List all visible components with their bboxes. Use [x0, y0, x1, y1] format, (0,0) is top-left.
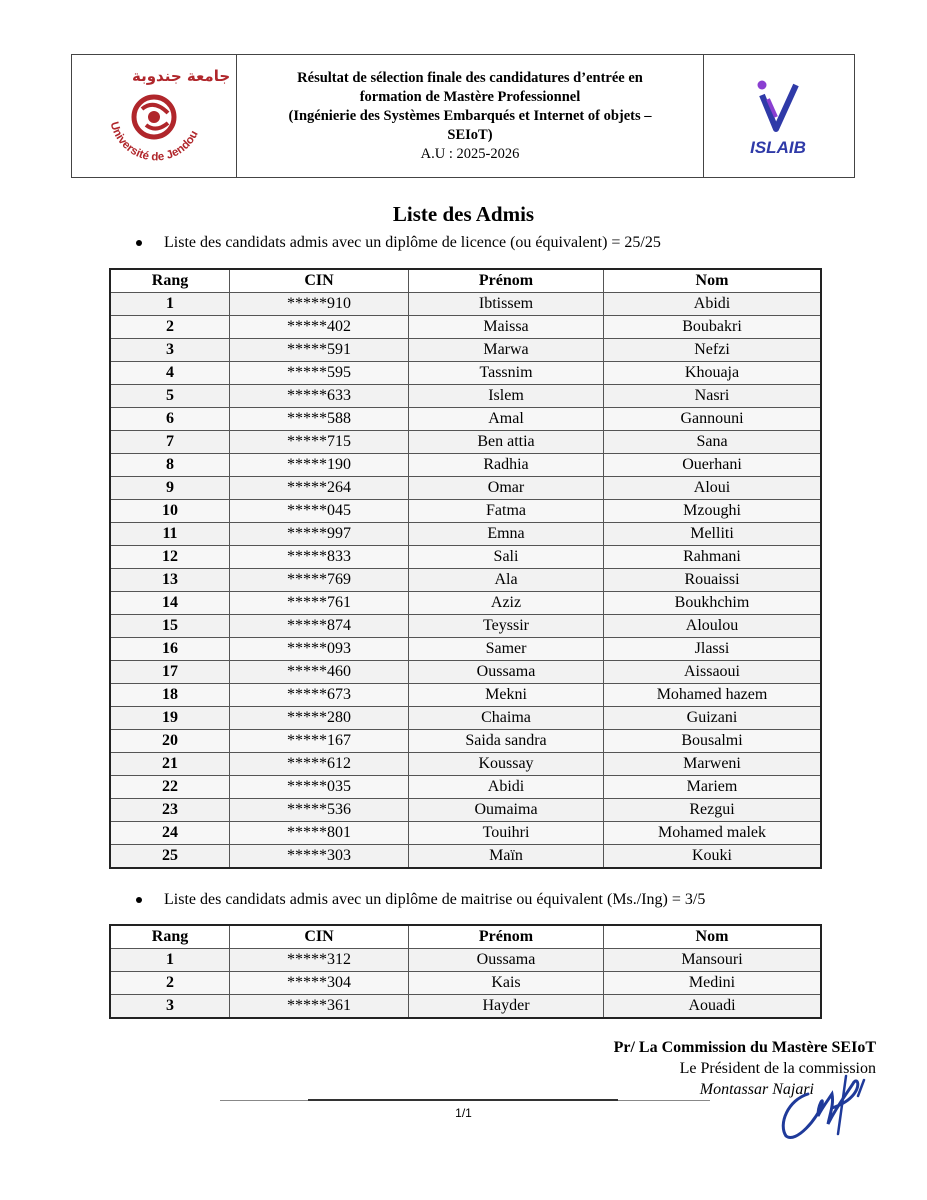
table-row: [110, 523, 821, 546]
cell-prenom: Mekni: [409, 684, 604, 707]
col-header-rang: Rang: [110, 925, 230, 949]
section1-bullet-text: Liste des candidats admis avec un diplôme de licence (ou équivalent) = 25/25: [164, 234, 661, 251]
cell-rang: 23: [110, 799, 230, 822]
page-number: 1/1: [455, 1106, 472, 1120]
cell-prenom: Maissa: [409, 316, 604, 339]
header-line-2: formation de Mastère Professionnel: [359, 88, 581, 105]
cell-rang: 2: [110, 972, 230, 995]
cell-prenom: Tassnim: [409, 362, 604, 385]
cell-prenom: Ibtissem: [409, 293, 604, 316]
cell-prenom: Ben attia: [409, 431, 604, 454]
cell-rang: 11: [110, 523, 230, 546]
cell-nom: Gannouni: [604, 408, 822, 431]
header-title-block: [237, 55, 704, 177]
cell-rang: 7: [110, 431, 230, 454]
cell-nom: Sana: [604, 431, 822, 454]
cell-prenom: Oumaima: [409, 799, 604, 822]
table-row: [110, 845, 821, 869]
cell-prenom: Islem: [409, 385, 604, 408]
header-line-3: (Ingénierie des Systèmes Embarqués et Internet of objets –: [288, 107, 652, 124]
cell-rang: 1: [110, 949, 230, 972]
cell-rang: 3: [110, 339, 230, 362]
cell-nom: Kouki: [604, 845, 822, 869]
cell-rang: 3: [110, 995, 230, 1019]
col-header-rang: Rang: [110, 269, 230, 293]
table-row: [110, 454, 821, 477]
cell-cin: *****190: [230, 454, 409, 477]
cell-cin: *****761: [230, 592, 409, 615]
document-header: [71, 54, 855, 178]
table-row: [110, 615, 821, 638]
cell-cin: *****536: [230, 799, 409, 822]
cell-cin: *****361: [230, 995, 409, 1019]
col-header-nom: Nom: [604, 269, 822, 293]
table-row: [110, 477, 821, 500]
cell-nom: Rouaissi: [604, 569, 822, 592]
signature-name: Montassar Najari: [699, 1081, 814, 1098]
col-header-nom: Nom: [604, 925, 822, 949]
cell-nom: Khouaja: [604, 362, 822, 385]
footer-divider-accent: [308, 1099, 618, 1101]
table-row: [110, 638, 821, 661]
cell-cin: *****715: [230, 431, 409, 454]
cell-rang: 17: [110, 661, 230, 684]
cell-cin: *****167: [230, 730, 409, 753]
table-row: [110, 822, 821, 845]
cell-nom: Mansouri: [604, 949, 822, 972]
university-of-jendouba-logo-icon: [72, 55, 237, 179]
cell-prenom: Teyssir: [409, 615, 604, 638]
cell-nom: Nasri: [604, 385, 822, 408]
cell-cin: *****673: [230, 684, 409, 707]
cell-nom: Bousalmi: [604, 730, 822, 753]
cell-cin: *****460: [230, 661, 409, 684]
cell-cin: *****874: [230, 615, 409, 638]
logo-arabic-text: جامعة جندوبة: [132, 67, 231, 85]
cell-prenom: Fatma: [409, 500, 604, 523]
cell-cin: *****833: [230, 546, 409, 569]
table-row: [110, 684, 821, 707]
cell-rang: 5: [110, 385, 230, 408]
cell-nom: Mohamed hazem: [604, 684, 822, 707]
cell-prenom: Maïn: [409, 845, 604, 869]
cell-rang: 20: [110, 730, 230, 753]
table-row: [110, 408, 821, 431]
cell-cin: *****035: [230, 776, 409, 799]
cell-rang: 16: [110, 638, 230, 661]
cell-cin: *****280: [230, 707, 409, 730]
table-row: [110, 385, 821, 408]
cell-nom: Nefzi: [604, 339, 822, 362]
cell-nom: Mohamed malek: [604, 822, 822, 845]
cell-rang: 10: [110, 500, 230, 523]
cell-cin: *****312: [230, 949, 409, 972]
cell-prenom: Omar: [409, 477, 604, 500]
col-header-cin: CIN: [230, 269, 409, 293]
cell-prenom: Sali: [409, 546, 604, 569]
table-row: [110, 316, 821, 339]
cell-prenom: Hayder: [409, 995, 604, 1019]
cell-cin: *****402: [230, 316, 409, 339]
islaib-logo-icon: [704, 55, 854, 179]
cell-cin: *****612: [230, 753, 409, 776]
cell-rang: 1: [110, 293, 230, 316]
section1-bullet: [136, 234, 661, 252]
logo-latin-text: Université de Jendou: [107, 120, 201, 164]
cell-cin: *****910: [230, 293, 409, 316]
cell-cin: *****045: [230, 500, 409, 523]
col-header-prenom: Prénom: [409, 925, 604, 949]
cell-prenom: Amal: [409, 408, 604, 431]
cell-nom: Jlassi: [604, 638, 822, 661]
cell-rang: 12: [110, 546, 230, 569]
table-row: [110, 362, 821, 385]
cell-nom: Mzoughi: [604, 500, 822, 523]
cell-prenom: Oussama: [409, 661, 604, 684]
cell-rang: 19: [110, 707, 230, 730]
cell-nom: Aloulou: [604, 615, 822, 638]
cell-cin: *****591: [230, 339, 409, 362]
cell-prenom: Oussama: [409, 949, 604, 972]
cell-prenom: Koussay: [409, 753, 604, 776]
islaib-logo: [704, 55, 854, 177]
cell-nom: Melliti: [604, 523, 822, 546]
cell-rang: 14: [110, 592, 230, 615]
table-row: [110, 431, 821, 454]
header-academic-year: A.U : 2025-2026: [420, 145, 520, 162]
table-maitrise: [109, 924, 822, 1019]
cell-rang: 24: [110, 822, 230, 845]
col-header-prenom: Prénom: [409, 269, 604, 293]
cell-rang: 22: [110, 776, 230, 799]
table-row: [110, 293, 821, 316]
table-row: [110, 339, 821, 362]
cell-cin: *****093: [230, 638, 409, 661]
bullet-dot-icon: [136, 240, 142, 246]
cell-prenom: Emna: [409, 523, 604, 546]
bullet-dot-icon: [136, 897, 142, 903]
table-row: [110, 661, 821, 684]
cell-cin: *****633: [230, 385, 409, 408]
cell-rang: 8: [110, 454, 230, 477]
cell-rang: 25: [110, 845, 230, 869]
col-header-cin: CIN: [230, 925, 409, 949]
cell-cin: *****264: [230, 477, 409, 500]
cell-prenom: Chaima: [409, 707, 604, 730]
cell-nom: Ouerhani: [604, 454, 822, 477]
table-row: [110, 500, 821, 523]
cell-prenom: Radhia: [409, 454, 604, 477]
cell-prenom: Touihri: [409, 822, 604, 845]
table-licence: [109, 268, 822, 869]
cell-rang: 21: [110, 753, 230, 776]
table-row: [110, 799, 821, 822]
cell-nom: Mariem: [604, 776, 822, 799]
table-row: [110, 546, 821, 569]
table-row: [110, 569, 821, 592]
cell-rang: 15: [110, 615, 230, 638]
cell-cin: *****595: [230, 362, 409, 385]
cell-nom: Guizani: [604, 707, 822, 730]
cell-cin: *****997: [230, 523, 409, 546]
table-header-row: [110, 925, 821, 949]
cell-nom: Aouadi: [604, 995, 822, 1019]
cell-prenom: Samer: [409, 638, 604, 661]
cell-cin: *****801: [230, 822, 409, 845]
cell-rang: 18: [110, 684, 230, 707]
cell-rang: 13: [110, 569, 230, 592]
signature-role: Le Président de la commission: [679, 1060, 876, 1077]
cell-cin: *****304: [230, 972, 409, 995]
header-line-1: Résultat de sélection finale des candidatures d’entrée en: [297, 69, 643, 86]
section2-bullet-text: Liste des candidats admis avec un diplôme de maitrise ou équivalent (Ms./Ing) = 3/5: [164, 891, 706, 908]
table-row: [110, 776, 821, 799]
cell-prenom: Ala: [409, 569, 604, 592]
university-logo: [72, 55, 237, 177]
cell-nom: Boubakri: [604, 316, 822, 339]
cell-prenom: Kais: [409, 972, 604, 995]
cell-nom: Rahmani: [604, 546, 822, 569]
cell-cin: *****303: [230, 845, 409, 869]
table-row: [110, 592, 821, 615]
table-row: [110, 972, 821, 995]
cell-nom: Aissaoui: [604, 661, 822, 684]
section2-bullet: [136, 891, 705, 909]
signature-commission: Pr/ La Commission du Mastère SEIoT: [613, 1039, 876, 1056]
table-row: [110, 995, 821, 1019]
cell-prenom: Marwa: [409, 339, 604, 362]
cell-rang: 6: [110, 408, 230, 431]
cell-prenom: Saida sandra: [409, 730, 604, 753]
table-row: [110, 949, 821, 972]
islaib-logo-text: ISLAIB: [750, 138, 806, 157]
cell-prenom: Abidi: [409, 776, 604, 799]
cell-nom: Rezgui: [604, 799, 822, 822]
cell-rang: 4: [110, 362, 230, 385]
cell-rang: 2: [110, 316, 230, 339]
cell-nom: Medini: [604, 972, 822, 995]
cell-prenom: Aziz: [409, 592, 604, 615]
cell-nom: Boukhchim: [604, 592, 822, 615]
cell-nom: Marweni: [604, 753, 822, 776]
table-row: [110, 753, 821, 776]
table-row: [110, 730, 821, 753]
cell-rang: 9: [110, 477, 230, 500]
table-header-row: [110, 269, 821, 293]
cell-cin: *****769: [230, 569, 409, 592]
cell-nom: Abidi: [604, 293, 822, 316]
cell-nom: Aloui: [604, 477, 822, 500]
page-title: Liste des Admis: [392, 202, 535, 226]
table-row: [110, 707, 821, 730]
cell-cin: *****588: [230, 408, 409, 431]
header-line-4: SEIoT): [447, 126, 493, 143]
